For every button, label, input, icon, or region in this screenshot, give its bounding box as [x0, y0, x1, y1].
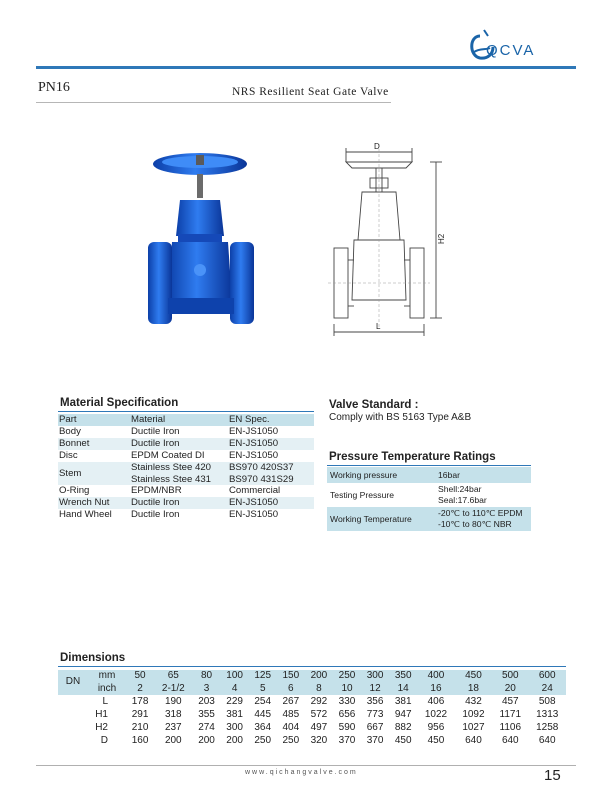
material-spec-table — [58, 414, 314, 521]
valve-photo — [142, 150, 260, 330]
dimension-value: 1106 — [499, 722, 522, 733]
table-row — [58, 734, 566, 747]
material-cell: Ductile Iron — [130, 438, 228, 450]
working-temperature-label: Working Temperature — [327, 507, 435, 531]
spec-cell: EN-JS1050 — [229, 509, 279, 521]
dimensions-table — [58, 670, 566, 747]
dn-mm-cell: 350 — [389, 670, 417, 683]
dimension-value: 178 — [131, 696, 149, 707]
dn-mm-cell: 50 — [126, 670, 154, 683]
dimension-value: 450 — [427, 735, 445, 746]
dimension-value: 667 — [366, 722, 384, 733]
seal-pressure: Seal:17.6bar — [438, 495, 487, 505]
dimensions-inch-row — [58, 683, 566, 696]
dn-mm-cell: 450 — [455, 670, 492, 683]
table-row — [58, 450, 314, 462]
table-row — [58, 721, 566, 734]
dn-inch-cell: 3 — [192, 683, 220, 696]
spec-cell: BS970 420S37 — [228, 462, 314, 474]
dimension-value: 370 — [338, 735, 356, 746]
dimension-label: L — [102, 696, 108, 707]
website-url: www.qichangvalve.com — [245, 769, 358, 776]
table-row — [58, 438, 314, 450]
material-cell: Stainless Stee 431 — [130, 474, 228, 486]
table-row — [58, 695, 566, 708]
dn-mm-cell: 500 — [492, 670, 528, 683]
part-cell: Wrench Nut — [58, 497, 130, 509]
dimension-value: 485 — [282, 709, 300, 720]
dn-inch-cell: 6 — [277, 683, 305, 696]
dimensions-heading: Dimensions — [60, 652, 126, 664]
dn-mm-cell: 200 — [305, 670, 333, 683]
dimension-value: 237 — [164, 722, 182, 733]
part-cell: Bonnet — [58, 438, 130, 450]
dn-inch-cell: 2 — [126, 683, 154, 696]
dimension-value: 203 — [198, 696, 215, 707]
dimension-value: 773 — [366, 709, 384, 720]
dimension-value: 250 — [282, 735, 300, 746]
dn-mm-cell: 300 — [361, 670, 389, 683]
drawing-label-h2: H2 — [437, 233, 446, 244]
material-cell: Ductile Iron — [131, 425, 180, 437]
dn-mm-cell: 250 — [333, 670, 361, 683]
brand-name: QCVA — [486, 42, 536, 59]
dimension-value: 229 — [226, 696, 243, 707]
dimension-value: 254 — [254, 696, 272, 707]
dimension-value: 200 — [198, 735, 215, 746]
product-title: NRS Resilient Seat Gate Valve — [232, 86, 389, 98]
dimension-value: 640 — [465, 735, 482, 746]
dimension-value: 497 — [310, 722, 328, 733]
part-cell: Disc — [59, 449, 78, 461]
part-cell: Stem — [58, 462, 130, 486]
dn-inch-cell: 20 — [492, 683, 528, 696]
dimension-value: 381 — [394, 696, 412, 707]
table-row — [327, 507, 531, 531]
dimension-value: 160 — [131, 735, 149, 746]
dn-inch-cell: 16 — [417, 683, 454, 696]
dn-inch-cell: 10 — [333, 683, 361, 696]
dimension-label: H1 — [95, 709, 108, 720]
spec-cell: Commercial — [229, 485, 281, 497]
dimension-value: 370 — [366, 735, 384, 746]
material-cell: Stainless Stee 420 — [130, 462, 228, 474]
table-row — [58, 485, 314, 497]
nbr-temperature: -10℃ to 80℃ NBR — [438, 519, 512, 529]
part-cell: Body — [59, 425, 81, 437]
dimension-value: 450 — [394, 735, 412, 746]
dimension-value: 882 — [394, 722, 412, 733]
dimension-value: 640 — [538, 735, 556, 746]
dimension-value: 291 — [131, 709, 149, 720]
material-cell: Ductile Iron — [130, 497, 228, 509]
footer-rule — [36, 765, 576, 766]
pressure-ratings-rule — [327, 465, 531, 466]
dn-inch-cell: 24 — [528, 683, 566, 696]
dimension-value: 318 — [164, 709, 182, 720]
valve-dimension-drawing — [326, 140, 456, 340]
dimension-value: 1171 — [499, 709, 522, 720]
section-code: PN16 — [38, 80, 70, 95]
drawing-label-l: L — [376, 322, 381, 331]
dn-mm-cell: 65 — [154, 670, 192, 683]
page-number: 15 — [544, 767, 561, 784]
spec-cell: BS970 431S29 — [228, 474, 314, 486]
dn-mm-cell: 125 — [249, 670, 277, 683]
valve-standard-text: Comply with BS 5163 Type A&B — [329, 412, 472, 423]
dimension-value: 200 — [226, 735, 243, 746]
drawing-label-d: D — [374, 142, 380, 151]
spec-cell: EN-JS1050 — [229, 449, 279, 461]
material-spec-heading: Material Specification — [60, 397, 179, 409]
dimension-value: 457 — [501, 696, 519, 707]
dn-inch-cell: 4 — [221, 683, 249, 696]
dimension-value: 300 — [226, 722, 243, 733]
dimension-value: 445 — [254, 709, 272, 720]
dimension-value: 947 — [394, 709, 412, 720]
header-spec: EN Spec. — [228, 414, 314, 426]
working-pressure-value: 16bar — [435, 467, 531, 483]
working-pressure-label: Working pressure — [327, 467, 435, 483]
dimension-value: 356 — [366, 696, 384, 707]
dn-inch-cell: 8 — [305, 683, 333, 696]
dn-mm-cell: 100 — [221, 670, 249, 683]
dimension-value: 590 — [338, 722, 356, 733]
dimension-value: 267 — [282, 696, 300, 707]
table-row — [327, 467, 531, 483]
dimension-value: 640 — [501, 735, 519, 746]
testing-pressure-label: Testing Pressure — [327, 483, 435, 507]
valve-standard-heading: Valve Standard : — [329, 399, 419, 411]
dimension-value: 250 — [254, 735, 272, 746]
dimension-value: 1092 — [462, 709, 485, 720]
table-row — [58, 426, 314, 438]
dn-inch-cell: 5 — [249, 683, 277, 696]
material-cell: EPDM Coated DI — [131, 449, 205, 461]
pressure-ratings-heading: Pressure Temperature Ratings — [329, 451, 496, 463]
dimension-value: 320 — [310, 735, 328, 746]
inch-label: inch — [88, 683, 126, 696]
table-header-row — [58, 414, 314, 426]
dn-inch-cell: 14 — [389, 683, 417, 696]
table-row — [58, 497, 314, 509]
dimension-value: 355 — [198, 709, 215, 720]
dimension-value: 406 — [427, 696, 445, 707]
dimension-value: 364 — [254, 722, 272, 733]
dimension-label: D — [100, 735, 108, 746]
dimension-value: 956 — [427, 722, 445, 733]
spec-cell: EN-JS1050 — [228, 438, 314, 450]
dimension-value: 572 — [310, 709, 328, 720]
material-cell: EPDM/NBR — [131, 485, 182, 497]
title-rule — [36, 102, 391, 103]
dimension-value: 292 — [310, 696, 328, 707]
dn-mm-cell: 150 — [277, 670, 305, 683]
part-cell: O-Ring — [59, 485, 90, 497]
dn-inch-cell: 18 — [455, 683, 492, 696]
dimension-value: 1313 — [536, 709, 559, 720]
pressure-ratings-table — [327, 467, 531, 531]
dimensions-body — [58, 695, 566, 747]
dn-mm-cell: 600 — [528, 670, 566, 683]
dimension-value: 190 — [164, 696, 182, 707]
dimension-value: 274 — [198, 722, 215, 733]
dimension-value: 210 — [131, 722, 149, 733]
dimension-value: 1022 — [424, 709, 448, 720]
dn-mm-cell: 400 — [417, 670, 454, 683]
dimension-value: 432 — [465, 696, 482, 707]
dimension-value: 1258 — [536, 722, 559, 733]
spec-cell: EN-JS1050 — [228, 497, 314, 509]
table-row — [58, 708, 566, 721]
material-cell: Ductile Iron — [131, 509, 180, 521]
testing-pressure-values — [435, 483, 531, 507]
part-cell: Hand Wheel — [59, 509, 112, 521]
dimensions-mm-row — [58, 670, 566, 683]
dimension-value: 200 — [164, 735, 182, 746]
header-material: Material — [130, 414, 228, 426]
table-row — [327, 483, 531, 507]
dn-inch-cell: 2-1/2 — [154, 683, 192, 696]
dimension-value: 404 — [282, 722, 300, 733]
shell-pressure: Shell:24bar — [438, 484, 482, 494]
header-part: Part — [58, 414, 130, 426]
spec-cell: EN-JS1050 — [229, 425, 279, 437]
working-temperature-values — [435, 507, 531, 531]
table-row — [58, 509, 314, 521]
material-spec-rule — [58, 411, 314, 412]
table-row — [58, 462, 314, 474]
header-rule — [36, 66, 576, 69]
dimensions-rule — [58, 666, 566, 667]
dimension-value: 508 — [538, 696, 556, 707]
dimension-value: 656 — [338, 709, 356, 720]
dimension-value: 1027 — [462, 722, 485, 733]
dimension-value: 381 — [226, 709, 243, 720]
mm-label: mm — [88, 670, 126, 683]
dimension-value: 330 — [338, 696, 356, 707]
dimension-label: H2 — [95, 722, 108, 733]
dn-inch-cell: 12 — [361, 683, 389, 696]
dn-mm-cell: 80 — [192, 670, 220, 683]
epdm-temperature: -20℃ to 110℃ EPDM — [438, 508, 523, 518]
dn-label: DN — [58, 670, 88, 695]
